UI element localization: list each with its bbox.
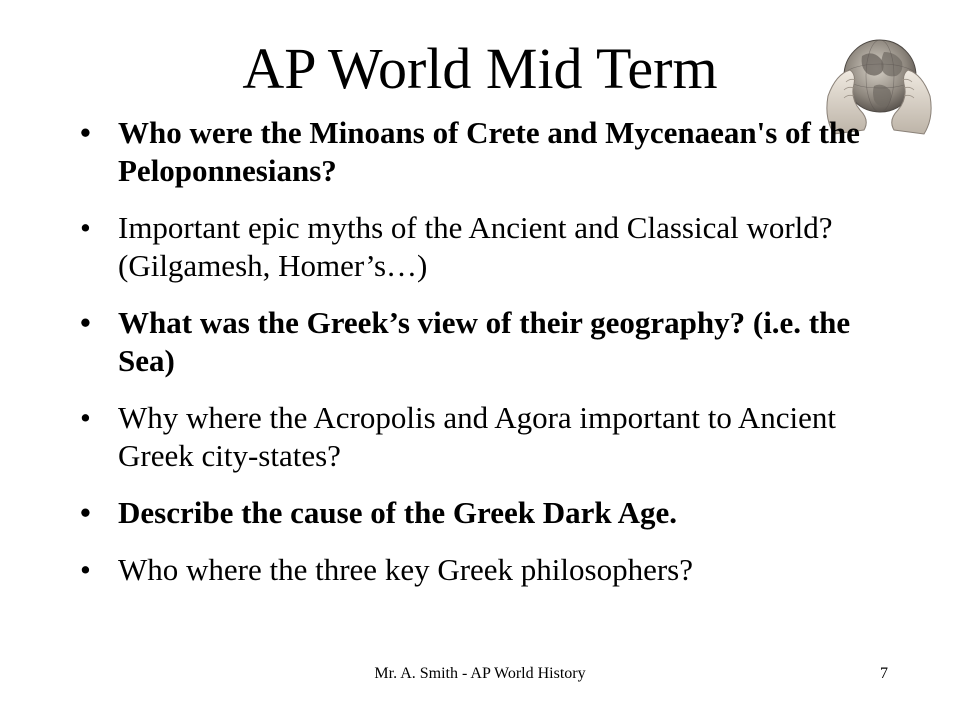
bullet-list — [80, 114, 880, 608]
bullet-marker: • — [80, 495, 91, 530]
bullet-item-acropolis — [80, 399, 880, 475]
bullet-text: Why where the Acropolis and Agora important to Ancient Greek city-states? — [118, 400, 836, 473]
bullet-marker: • — [80, 210, 91, 245]
bullet-item-geography — [80, 304, 880, 380]
bullet-text: Important epic myths of the Ancient and Classical world? (Gilgamesh, Homer’s…) — [118, 210, 833, 283]
bullet-item-minoans — [80, 114, 880, 190]
bullet-item-epic-myths — [80, 209, 880, 285]
bullet-text: Who were the Minoans of Crete and Mycenaean's of the Peloponnesians? — [118, 115, 860, 188]
bullet-text: Describe the cause of the Greek Dark Age. — [118, 495, 678, 530]
bullet-item-dark-age — [80, 494, 880, 532]
footer-author: Mr. A. Smith - AP World History — [374, 665, 586, 682]
bullet-marker: • — [80, 115, 91, 150]
bullet-marker: • — [80, 305, 91, 340]
bullet-marker: • — [80, 552, 91, 587]
slide-title: AP World Mid Term — [242, 36, 718, 101]
bullet-marker: • — [80, 400, 91, 435]
bullet-text: What was the Greek’s view of their geography? (i.e. the Sea) — [118, 305, 851, 378]
page-number: 7 — [880, 665, 888, 682]
bullet-item-philosophers — [80, 551, 880, 589]
bullet-text: Who where the three key Greek philosophers? — [118, 552, 693, 587]
